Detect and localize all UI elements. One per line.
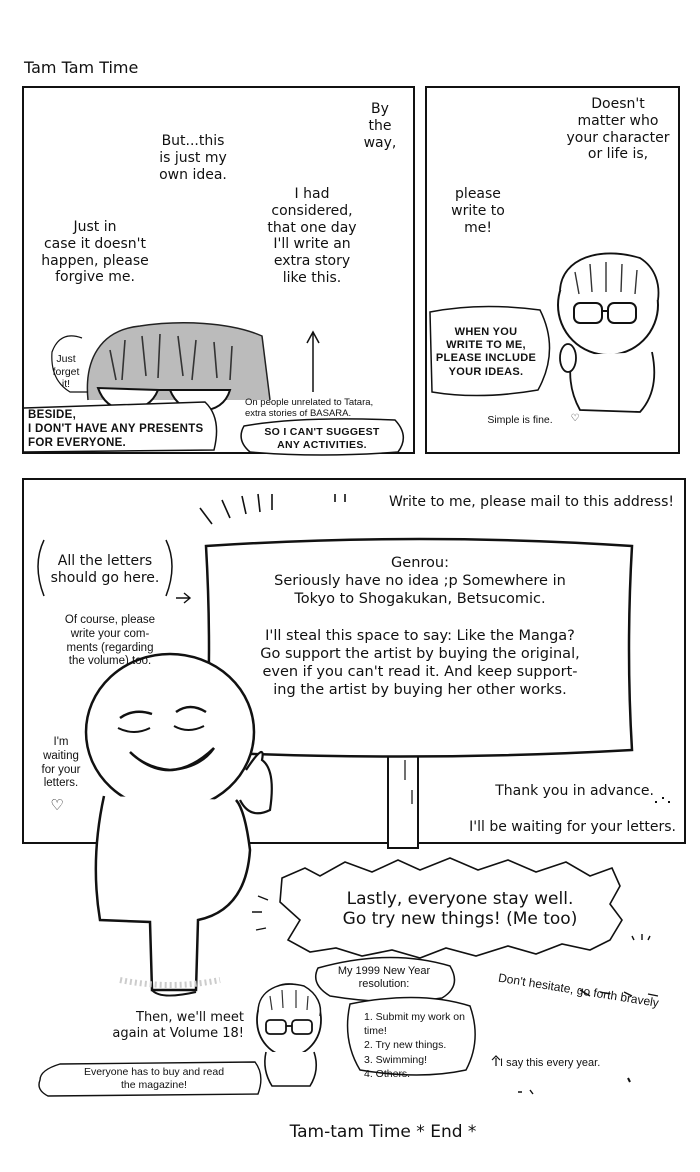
text-dont-hesitate: Don't hesitate, go forth bravely — [497, 970, 660, 1010]
resolution-list — [364, 1010, 484, 1081]
text-meet-again: Then, we'll meet again at Volume 18! — [112, 1010, 244, 1041]
resolution-item: 3. Swimming! — [364, 1053, 428, 1066]
signboard-text: Genrou: Seriously have no idea ;p Somewhere in Tokyo to Shogakukan, Betsucomic. I'll steal this space to say: Like the Manga? Go support the artist by buying the original, even if you can't read it. And keep support- ing the artist by buying her other works. — [260, 555, 580, 698]
text-doesnt-matter: Doesn't matter who your character or life is, — [566, 96, 670, 163]
text-no-activities: SO I CAN'T SUGGEST ANY ACTIVITIES. — [264, 426, 380, 451]
page-title: Tam Tam Time — [24, 58, 139, 77]
text-every-year: I say this every year. — [500, 1057, 601, 1069]
text-thank-you: Thank you in advance. — [495, 783, 654, 799]
text-forget: Just forget it! — [52, 353, 80, 391]
heart-icon: ♡ — [570, 413, 580, 424]
text-own-idea: But...this is just my own idea. — [159, 133, 227, 183]
heart-icon: ♡ — [50, 796, 64, 814]
text-considered: I had considered, that one day I'll write an extra story like this. — [267, 186, 357, 286]
text-end: Tam-tam Time * End * — [289, 1122, 477, 1142]
text-forgive: Just in case it doesn't happen, please forgive me. — [41, 219, 149, 286]
text-lastly: Lastly, everyone stay well. Go try new things! (Me too) — [342, 889, 578, 930]
text-resolution-title: My 1999 New Year resolution: — [337, 965, 431, 991]
text-write-to: Write to me, please mail to this address! — [389, 494, 674, 510]
resolution-item: 2. Try new things. — [364, 1039, 447, 1052]
text-buy-magazine: Everyone has to buy and read the magazine! — [83, 1066, 225, 1091]
resolution-item: 4. Others. — [364, 1067, 411, 1080]
text-simple: Simple is fine. — [487, 414, 553, 426]
text-waiting: I'll be waiting for your letters. — [469, 819, 676, 835]
text-unrelated: On people unrelated to Tatara, extra stories of BASARA. — [245, 397, 374, 420]
text-by-the-way: By the way, — [363, 101, 397, 151]
resolution-item: 1. Submit my work on time! — [364, 1011, 465, 1038]
text-please-write: please write to me! — [451, 186, 505, 236]
text-comments: Of course, please write your com- ments (regarding the volume) too. — [64, 614, 156, 668]
text-no-presents: BESIDE, I DON'T HAVE ANY PRESENTS FOR EVERYONE. — [28, 409, 204, 449]
text-letters-here: All the letters should go here. — [50, 553, 160, 586]
text-waiting-small: I'm waiting for your letters. — [41, 736, 81, 790]
text-include-ideas: WHEN YOU WRITE TO ME, PLEASE INCLUDE YOUR IDEAS. — [435, 326, 537, 378]
